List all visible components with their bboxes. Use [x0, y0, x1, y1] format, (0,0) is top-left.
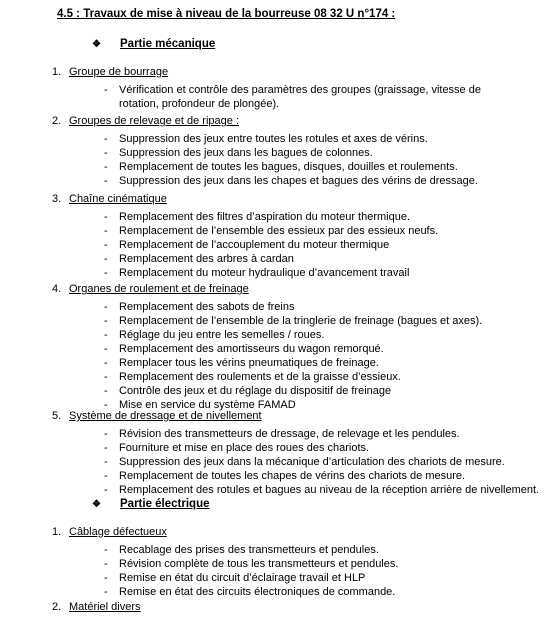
section-number: 5.: [52, 410, 62, 422]
section-label: Organes de roulement et de freinage: [69, 283, 249, 295]
list-item-text: Remplacement des filtres d’aspiration du moteur thermique.: [119, 211, 411, 223]
section-number: 4.: [52, 283, 62, 295]
list-item: [104, 328, 482, 342]
dash-bullet: -: [104, 239, 108, 251]
dash-bullet: -: [104, 343, 108, 355]
dash-bullet: -: [104, 329, 108, 341]
list-item-text: Fourniture et mise en place des roues des chariots.: [119, 442, 370, 454]
dash-bullet: -: [104, 357, 108, 369]
list-item-text: Remplacement des rotules et bagues au niveau de la réception arrière de nivellement.: [119, 484, 540, 496]
list-item-text: Réglage du jeu entre les semelles / roues.: [119, 329, 325, 341]
section-label: Groupes de relevage et de ripage :: [69, 115, 240, 127]
section-number: 2.: [52, 115, 62, 127]
dash-bullet: -: [104, 253, 108, 265]
diamond-bullet-icon: ❖: [92, 499, 101, 510]
dash-bullet: -: [104, 315, 108, 327]
section-label: Groupe de bourrage: [69, 66, 169, 78]
dash-bullet: -: [104, 586, 108, 598]
dash-bullet: -: [104, 456, 108, 468]
dash-bullet: -: [104, 428, 108, 440]
section-heading: [52, 283, 249, 295]
dash-bullet: -: [104, 470, 108, 482]
dash-bullet: -: [104, 399, 108, 411]
list-item-text: Remplacement du moteur hydraulique d’avancement travail: [119, 267, 410, 279]
section-item-list: [104, 210, 438, 280]
list-item: [104, 342, 482, 356]
list-item: [104, 160, 478, 174]
section-item-list: [104, 300, 482, 412]
list-item-text: Remplacement des arbres à cardan: [119, 253, 294, 265]
list-item: [104, 356, 482, 370]
dash-bullet: -: [104, 301, 108, 313]
section-heading: [52, 115, 239, 127]
document-title: 4.5 : Travaux de mise à niveau de la bourreuse 08 32 U n°174 :: [57, 8, 396, 20]
dash-bullet: -: [104, 147, 108, 159]
list-item: [104, 427, 539, 441]
dash-bullet: -: [104, 133, 108, 145]
list-item-text: Remplacement de l’ensemble des essieux par des essieux neufs.: [119, 225, 439, 237]
list-item-text: Révision complète de tous les transmetteurs et pendules.: [119, 558, 399, 570]
section-heading: [52, 410, 262, 422]
dash-bullet: -: [104, 442, 108, 454]
part-heading-label: Partie électrique: [120, 498, 210, 510]
list-item-text: Remise en état des circuits électroniques de commande.: [119, 586, 396, 598]
dash-bullet: -: [104, 175, 108, 187]
section-heading: [52, 601, 141, 613]
list-item-text: Contrôle des jeux et du réglage du dispositif de freinage: [119, 385, 392, 397]
part-heading-label: Partie mécanique: [120, 38, 216, 50]
dash-bullet: -: [104, 267, 108, 279]
list-item-text: Révision des transmetteurs de dressage, de relevage et les pendules.: [119, 428, 460, 440]
dash-bullet: -: [104, 371, 108, 383]
list-item: [104, 571, 398, 585]
list-item-text: Suppression des jeux dans la mécanique d’articulation des chariots de mesure.: [119, 456, 505, 468]
section-label: Câblage défectueux: [69, 526, 167, 538]
list-item: [104, 83, 519, 111]
section-number: 1.: [52, 66, 62, 78]
list-item-text: Remplacement de l’accouplement du moteur thermique: [119, 239, 390, 251]
list-item: [104, 557, 398, 571]
list-item: [104, 441, 539, 455]
section-item-list: [104, 132, 478, 188]
list-item-text: Remise en état du circuit d’éclairage travail et HLP: [119, 572, 366, 584]
dash-bullet: -: [104, 544, 108, 556]
list-item: [104, 469, 539, 483]
list-item: [104, 314, 482, 328]
list-item: [104, 146, 478, 160]
list-item: [104, 585, 398, 599]
list-item-text: Recablage des prises des transmetteurs et pendules.: [119, 544, 379, 556]
section-number: 2.: [52, 601, 62, 613]
list-item-text: Vérification et contrôle des paramètres des groupes (graissage, vitesse de rotation, profondeur de plongée).: [119, 84, 481, 110]
diamond-bullet-icon: ❖: [92, 39, 101, 50]
list-item-text: Remplacement de l’ensemble de la tringlerie de freinage (bagues et axes).: [119, 315, 483, 327]
list-item: [104, 132, 478, 146]
list-item-text: Remplacer tous les vérins pneumatiques de freinage.: [119, 357, 379, 369]
section-number: 1.: [52, 526, 62, 538]
section-number: 3.: [52, 193, 62, 205]
list-item-text: Remplacement des roulements et de la graisse d’essieux.: [119, 371, 401, 383]
part-heading: [92, 498, 209, 510]
list-item: [104, 210, 438, 224]
list-item: [104, 174, 478, 188]
section-heading: [52, 193, 167, 205]
section-item-list: [104, 83, 519, 111]
dash-bullet: -: [104, 161, 108, 173]
list-item-text: Remplacement de toutes les bagues, disques, douilles et roulements.: [119, 161, 458, 173]
list-item: [104, 224, 438, 238]
section-item-list: [104, 427, 539, 497]
section-item-list: [104, 543, 398, 599]
list-item-text: Mise en service du système FAMAD: [119, 399, 296, 411]
section-heading: [52, 66, 168, 78]
section-heading: [52, 526, 167, 538]
dash-bullet: -: [104, 558, 108, 570]
part-heading: [92, 38, 215, 50]
list-item: [104, 370, 482, 384]
list-item: [104, 483, 539, 497]
list-item: [104, 252, 438, 266]
list-item-text: Remplacement de toutes les chapes de vérins des chariots de mesure.: [119, 470, 466, 482]
list-item-text: Remplacement des amortisseurs du wagon remorqué.: [119, 343, 384, 355]
section-label: Matériel divers: [69, 601, 141, 613]
dash-bullet: -: [104, 84, 108, 96]
dash-bullet: -: [104, 385, 108, 397]
list-item-text: Suppression des jeux entre toutes les rotules et axes de vérins.: [119, 133, 428, 145]
section-label: Chaîne cinématique: [69, 193, 167, 205]
list-item: [104, 384, 482, 398]
list-item-text: Suppression des jeux dans les chapes et bagues des vérins de dressage.: [119, 175, 478, 187]
list-item-text: Suppression des jeux dans les bagues de colonnes.: [119, 147, 373, 159]
list-item: [104, 455, 539, 469]
dash-bullet: -: [104, 484, 108, 496]
section-label: Système de dressage et de nivellement: [69, 410, 262, 422]
dash-bullet: -: [104, 225, 108, 237]
list-item: [104, 300, 482, 314]
list-item: [104, 238, 438, 252]
list-item: [104, 543, 398, 557]
list-item: [104, 266, 438, 280]
dash-bullet: -: [104, 572, 108, 584]
dash-bullet: -: [104, 211, 108, 223]
list-item-text: Remplacement des sabots de freins: [119, 301, 295, 313]
